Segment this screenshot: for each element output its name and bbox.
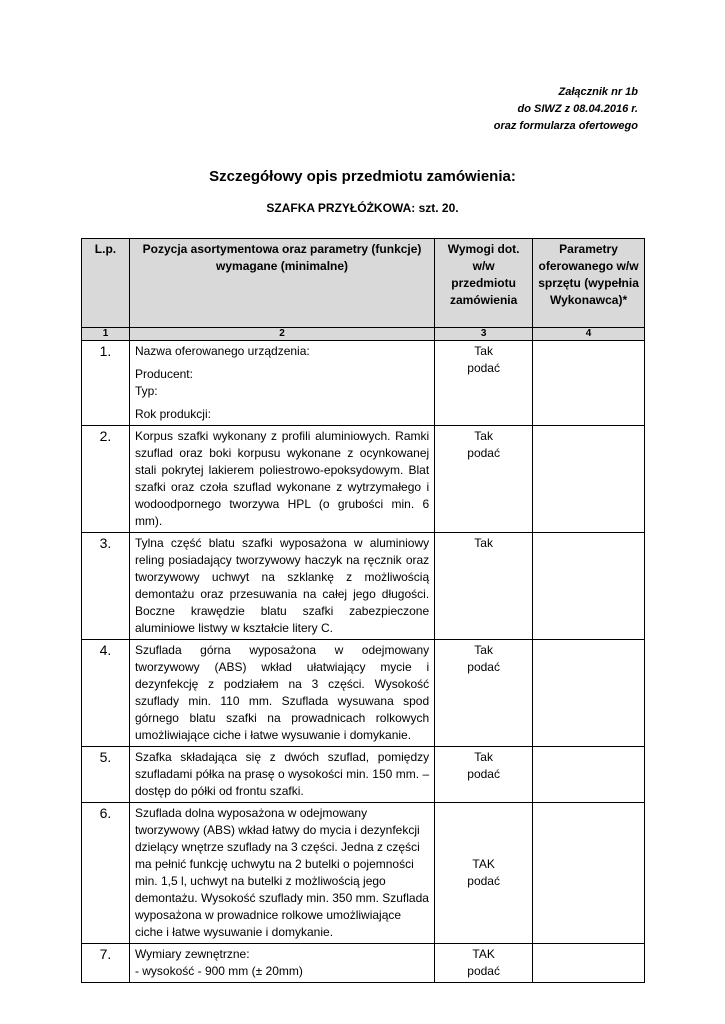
description-line: Nazwa oferowanego urządzenia: xyxy=(134,344,310,358)
requirement-line: Tak xyxy=(474,643,493,657)
header-lp: L.p. xyxy=(82,239,130,328)
table-row xyxy=(82,426,645,533)
description-line: - wysokość - 900 mm (± 20mm) xyxy=(134,964,303,978)
row-number: 4. xyxy=(82,640,130,747)
row-offered-input[interactable] xyxy=(533,640,645,747)
requirement-line: podać xyxy=(467,767,500,781)
annex-header xyxy=(494,84,638,135)
row-description: Szuflada górna wyposażona w odejmowany tworzywowy (ABS) wkład ułatwiający mycie i dezynfekcję z podziałem na 3 części. Wysokość szuflady min. 110 mm. Szuflada wysuwana spod górnego blatu szafki na prowadnicach rolkowych umożliwiające ciche i łatwe wysuwanie i domykanie. xyxy=(129,640,434,747)
column-number-row xyxy=(82,328,645,341)
requirement-line: Tak xyxy=(474,750,493,764)
description-line: Typ: xyxy=(134,384,158,398)
requirement-line: podać xyxy=(467,874,500,888)
row-offered-input[interactable] xyxy=(533,747,645,803)
row-offered-input[interactable] xyxy=(533,803,645,944)
annex-line-3: oraz formularza ofertowego xyxy=(493,120,638,132)
row-description xyxy=(129,944,434,983)
table-row xyxy=(82,944,645,983)
row-offered-input[interactable] xyxy=(533,944,645,983)
requirement-line: Tak xyxy=(474,344,493,358)
row-number: 1. xyxy=(82,341,130,426)
annex-line-2: do SIWZ z 08.04.2016 r. xyxy=(517,103,638,115)
row-number: 7. xyxy=(82,944,130,983)
row-requirement xyxy=(435,747,533,803)
row-description: Tylna część blatu szafki wyposażona w aluminiowy reling posiadający tworzywowy haczyk na ręcznik oraz tworzywowy uchwyt na szklankę z możliwością demontażu oraz przesuwania na całej jego długości. Boczne krawędzie blatu szafki zabezpieczone aluminiowe listwy w kształcie litery C. xyxy=(129,533,434,640)
row-offered-input[interactable] xyxy=(533,426,645,533)
requirement-line: podać xyxy=(467,361,500,375)
requirement-line: TAK xyxy=(472,857,495,871)
annex-line-1: Załącznik nr 1b xyxy=(558,86,638,98)
row-requirement xyxy=(435,803,533,944)
requirement-line: Tak xyxy=(474,429,493,443)
page-title: Szczegółowy opis przedmiotu zamówienia: xyxy=(209,168,516,185)
table-row xyxy=(82,341,645,426)
requirement-line: podać xyxy=(467,964,500,978)
column-number: 4 xyxy=(533,328,645,341)
specification-table xyxy=(81,238,645,983)
row-requirement xyxy=(435,640,533,747)
row-requirement xyxy=(435,944,533,983)
row-description xyxy=(129,341,434,426)
row-offered-input[interactable] xyxy=(533,533,645,640)
header-offered-parameters: Parametry oferowanego w/w sprzętu (wypełnia Wykonawca)* xyxy=(533,239,645,328)
page-subtitle: SZAFKA PRZYŁÓŻKOWA: szt. 20. xyxy=(266,201,459,215)
row-requirement xyxy=(435,426,533,533)
header-requirements: Wymogi dot. w/w przedmiotu zamówienia xyxy=(435,239,533,328)
row-description: Szuflada dolna wyposażona w odejmowany tworzywowy (ABS) wkład łatwy do mycia i dezynfekcji dzielący wnętrze szuflady na 3 części. Jedna z części ma pełnić funkcję uchwytu na 2 butelki o pojemności min. 1,5 l, uchwyt na butelki z możliwością jego demontażu. Wysokość szuflady min. 350 mm. Szuflada wyposażona w prowadnice rolkowe umożliwiające ciche i łatwe wysuwanie i domykanie. xyxy=(129,803,434,944)
requirement-line: Tak xyxy=(474,536,493,550)
row-description: Szafka składająca się z dwóch szuflad, pomiędzy szufladami półka na prasę o wysokości min. 150 mm. – dostęp do półki od frontu szafki. xyxy=(129,747,434,803)
table-row xyxy=(82,747,645,803)
row-number: 3. xyxy=(82,533,130,640)
requirement-line: podać xyxy=(467,660,500,674)
row-description: Korpus szafki wykonany z profili aluminiowych. Ramki szuflad oraz boki korpusu wykonane z ocynkowanej stali pokrytej lakierem poliestrowo-epoksydowym. Blat szafki oraz czoła szuflad wykonane z wytrzymałego i wodoodpornego tworzywa HPL (o grubości min. 6 mm). xyxy=(129,426,434,533)
column-number: 3 xyxy=(435,328,533,341)
requirement-line: TAK xyxy=(472,947,495,961)
column-number: 2 xyxy=(129,328,434,341)
table-row xyxy=(82,640,645,747)
row-number: 6. xyxy=(82,803,130,944)
header-row xyxy=(82,239,645,328)
row-requirement xyxy=(435,341,533,426)
column-number: 1 xyxy=(82,328,130,341)
row-number: 2. xyxy=(82,426,130,533)
table-row xyxy=(82,803,645,944)
row-number: 5. xyxy=(82,747,130,803)
row-requirement xyxy=(435,533,533,640)
description-line: Producent: xyxy=(134,367,193,381)
description-line: Wymiary zewnętrzne: xyxy=(134,947,250,961)
row-offered-input[interactable] xyxy=(533,341,645,426)
description-line: Rok produkcji: xyxy=(134,407,211,421)
table-row xyxy=(82,533,645,640)
header-position: Pozycja asortymentowa oraz parametry (funkcje) wymagane (minimalne) xyxy=(129,239,434,328)
requirement-line: podać xyxy=(467,446,500,460)
